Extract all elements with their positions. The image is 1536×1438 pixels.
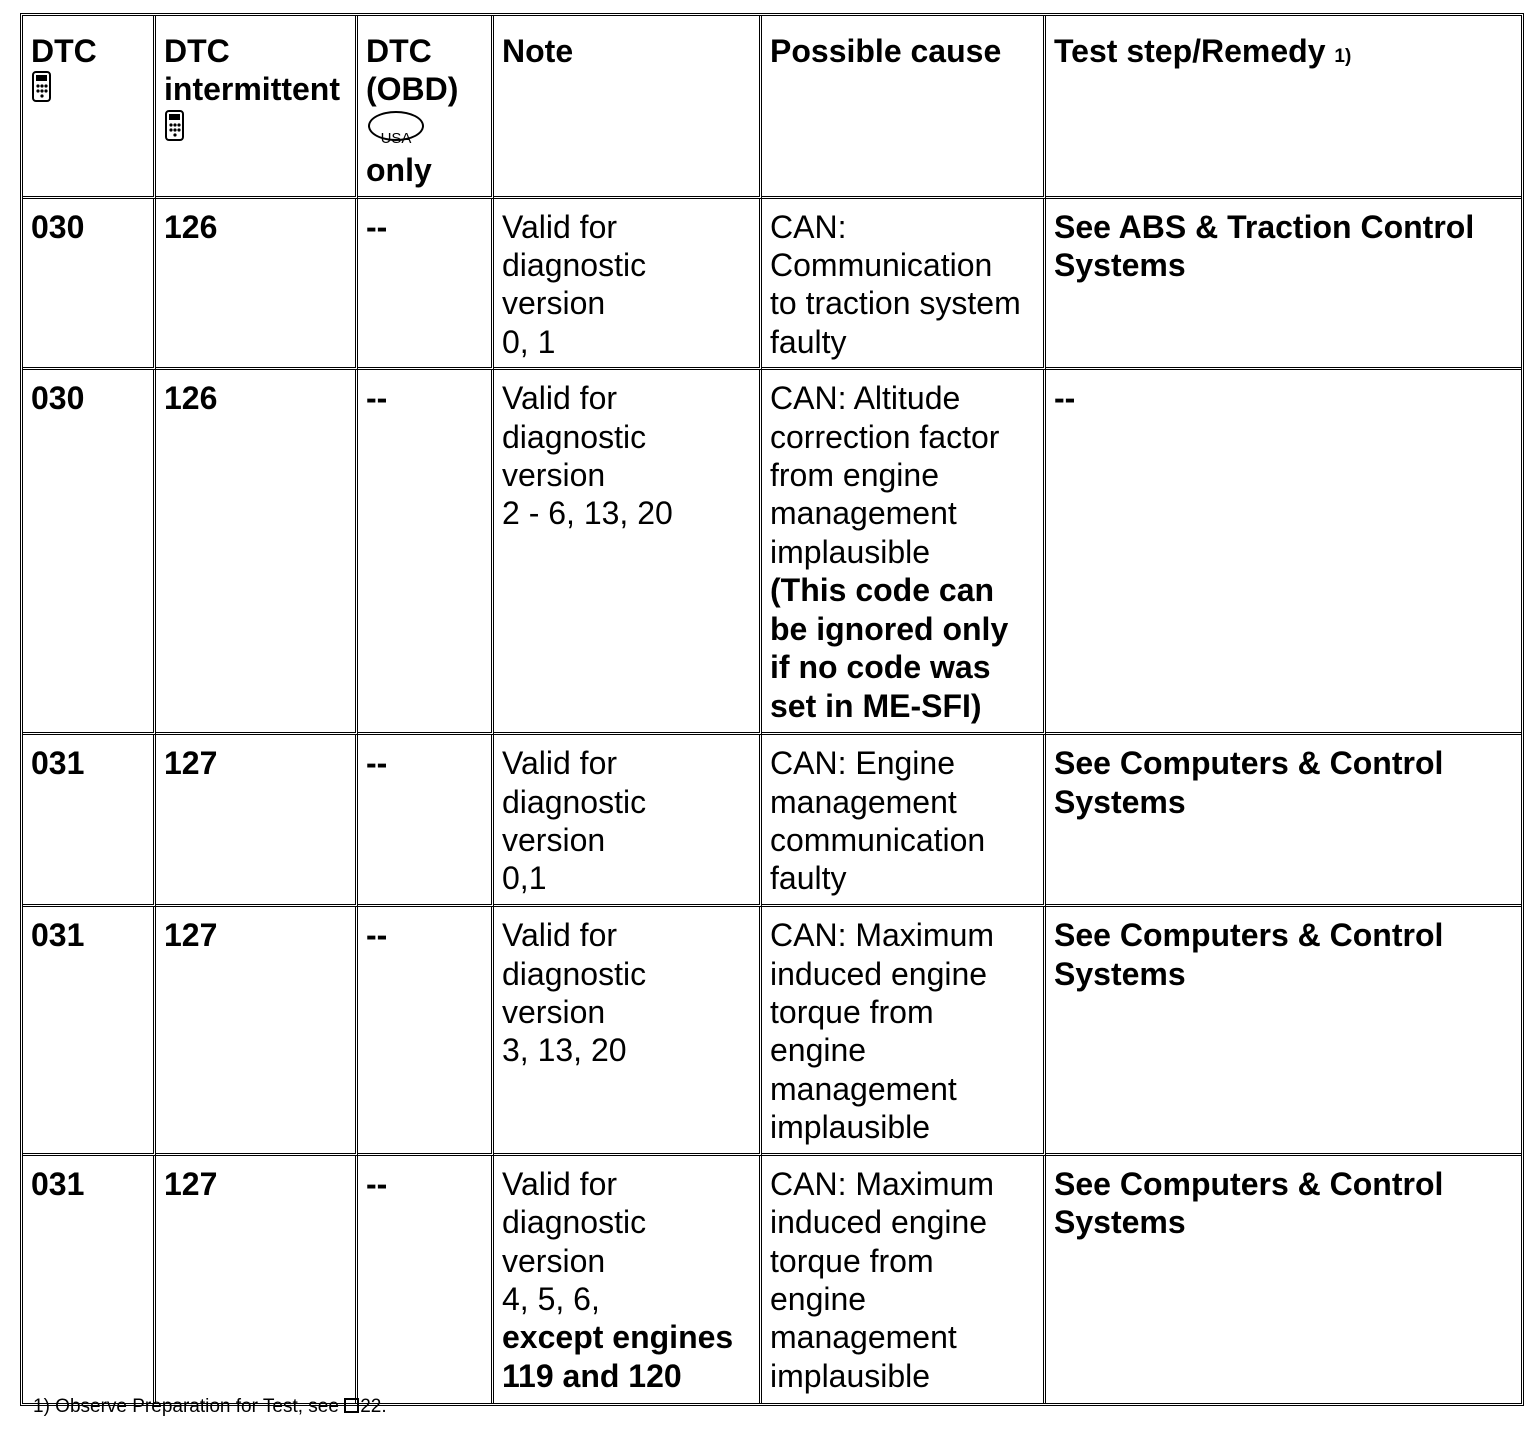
cell-possible-cause-line: torque from [770,1242,934,1279]
cell-note-line: Valid for [502,745,618,782]
cell-possible-cause-line: management [770,495,957,532]
cell-dtc-obd [358,907,494,1155]
footnote [33,1396,387,1418]
cell-note-line: version [502,457,606,494]
header-possible-cause [762,16,1046,199]
cell-dtc [23,907,156,1155]
footnote-text: 1) Observe Preparation for Test, see [33,1396,345,1417]
usa-badge-label: USA [380,129,412,147]
page-reference-icon [344,1398,359,1413]
cell-possible-cause-line: management [770,1070,957,1107]
cell-dtc-intermittent [156,1156,358,1403]
cell-possible-cause-line: CAN: Engine [770,745,955,782]
cell-possible-cause [762,907,1046,1155]
cell-test-step-line: Systems [1054,955,1186,992]
header-dtc-intermittent-line1: DTC [164,33,230,69]
cell-possible-cause-line: (This code can [770,572,995,609]
cell-note-line: Valid for [502,380,618,417]
cell-possible-cause-line: faulty [770,860,847,897]
cell-dtc-intermittent-line: 127 [164,1165,218,1202]
cell-possible-cause-line: from engine [770,457,939,494]
header-note-label: Note [502,33,574,69]
header-dtc-obd-line1: DTC [366,33,432,69]
scan-tool-icon [31,70,53,104]
cell-note-line: diagnostic [502,418,647,455]
cell-test-step-line: See Computers & Control [1054,917,1444,954]
table-body [23,199,1521,1403]
cell-test-step-line: See Computers & Control [1054,1165,1444,1202]
cell-dtc-intermittent-line: 126 [164,208,218,245]
cell-dtc-obd [358,199,494,371]
cell-test-step-line: Systems [1054,1204,1186,1241]
cell-note-line: version [502,1242,606,1279]
cell-possible-cause-line: implausible [770,533,931,570]
cell-dtc-obd [358,735,494,907]
cell-dtc-line: 031 [31,745,85,782]
cell-note-line: except engines [502,1319,734,1356]
cell-note-line: Valid for [502,917,618,954]
cell-dtc-intermittent [156,735,358,907]
cell-possible-cause-line: CAN: [770,208,847,245]
cell-note-line: 0,1 [502,860,547,897]
cell-dtc-intermittent [156,907,358,1155]
scan-tool-icon [164,109,186,143]
cell-possible-cause-line: CAN: Maximum [770,1165,995,1202]
footnote-page: 22. [360,1396,387,1417]
table-row [23,1156,1521,1403]
usa-badge-icon [368,111,424,147]
cell-test-step-line: Systems [1054,783,1186,820]
cell-possible-cause-line: implausible [770,1109,931,1146]
header-dtc-intermittent [156,16,358,199]
cell-dtc-obd-line: -- [366,208,388,245]
cell-test-step-line: Systems [1054,247,1186,284]
cell-dtc [23,735,156,907]
dtc-table [20,13,1524,1406]
cell-note [494,907,762,1155]
cell-test-step-line: See Computers & Control [1054,745,1444,782]
header-test-step [1046,16,1521,199]
header-dtc-obd-line2: (OBD) [366,71,459,108]
cell-dtc-line: 030 [31,208,85,245]
cell-possible-cause-line: induced engine [770,1204,988,1241]
table-row [23,199,1521,371]
cell-possible-cause-line: communication [770,822,986,859]
cell-possible-cause-line: implausible [770,1357,931,1394]
cell-possible-cause [762,370,1046,735]
cell-note [494,199,762,371]
header-dtc-label: DTC [31,33,97,69]
cell-possible-cause-line: CAN: Maximum [770,917,995,954]
cell-note-line: 4, 5, 6, [502,1280,600,1317]
cell-possible-cause [762,199,1046,371]
table-row [23,370,1521,735]
table-row [23,907,1521,1155]
cell-note-line: 119 and 120 [502,1357,682,1394]
header-dtc [23,16,156,199]
cell-dtc-intermittent-line: 126 [164,380,218,417]
cell-note-line: diagnostic [502,247,647,284]
cell-dtc-intermittent-line: 127 [164,745,218,782]
cell-possible-cause-line: management [770,783,957,820]
header-only-label: only [366,152,432,189]
cell-dtc-obd-line: -- [366,917,388,954]
cell-dtc-obd [358,370,494,735]
header-possible-cause-label: Possible cause [770,33,1002,69]
cell-note-line: version [502,285,606,322]
header-row [23,16,1521,199]
cell-possible-cause-line: to traction system [770,285,1021,322]
cell-test-step [1046,907,1521,1155]
cell-possible-cause-line: engine [770,1280,867,1317]
cell-dtc-intermittent [156,370,358,735]
cell-possible-cause-line: torque from [770,994,934,1031]
cell-possible-cause-line: be ignored only [770,610,1009,647]
cell-dtc-obd-line: -- [366,380,388,417]
cell-dtc-obd-line: -- [366,745,388,782]
footnote-marker: 1) [1334,46,1352,67]
cell-note-line: version [502,822,606,859]
cell-dtc-intermittent [156,199,358,371]
cell-possible-cause-line: Communication [770,247,993,284]
table-row [23,735,1521,907]
cell-note-line: diagnostic [502,783,647,820]
cell-test-step [1046,370,1521,735]
cell-note-line: Valid for [502,208,618,245]
cell-possible-cause [762,1156,1046,1403]
cell-dtc-line: 031 [31,917,85,954]
header-dtc-intermittent-line2: intermittent [164,71,340,108]
cell-note [494,370,762,735]
cell-note-line: diagnostic [502,1204,647,1241]
cell-dtc [23,1156,156,1403]
cell-possible-cause-line: management [770,1319,957,1356]
header-note [494,16,762,199]
cell-possible-cause-line: faulty [770,323,847,360]
cell-test-step [1046,199,1521,371]
cell-dtc-obd [358,1156,494,1403]
cell-note-line: diagnostic [502,955,647,992]
cell-dtc-intermittent-line: 127 [164,917,218,954]
cell-test-step-line: See ABS & Traction Control [1054,208,1475,245]
cell-possible-cause-line: CAN: Altitude [770,380,961,417]
cell-possible-cause-line: induced engine [770,955,988,992]
cell-test-step [1046,735,1521,907]
cell-possible-cause-line: if no code was [770,649,991,686]
cell-possible-cause-line: engine [770,1032,867,1069]
cell-dtc [23,370,156,735]
cell-note-line: 0, 1 [502,323,556,360]
header-dtc-obd [358,16,494,199]
cell-dtc-line: 030 [31,380,85,417]
cell-note [494,735,762,907]
cell-possible-cause-line: set in ME-SFI) [770,687,982,724]
cell-possible-cause-line: correction factor [770,418,1000,455]
header-test-step-label: Test step/Remedy [1054,33,1326,69]
cell-possible-cause [762,735,1046,907]
cell-dtc [23,199,156,371]
cell-note-line: 3, 13, 20 [502,1032,627,1069]
cell-dtc-obd-line: -- [366,1165,388,1202]
cell-note [494,1156,762,1403]
cell-note-line: Valid for [502,1165,618,1202]
cell-note-line: 2 - 6, 13, 20 [502,495,673,532]
cell-test-step [1046,1156,1521,1403]
cell-dtc-line: 031 [31,1165,85,1202]
cell-note-line: version [502,994,606,1031]
cell-test-step-line: -- [1054,380,1076,417]
